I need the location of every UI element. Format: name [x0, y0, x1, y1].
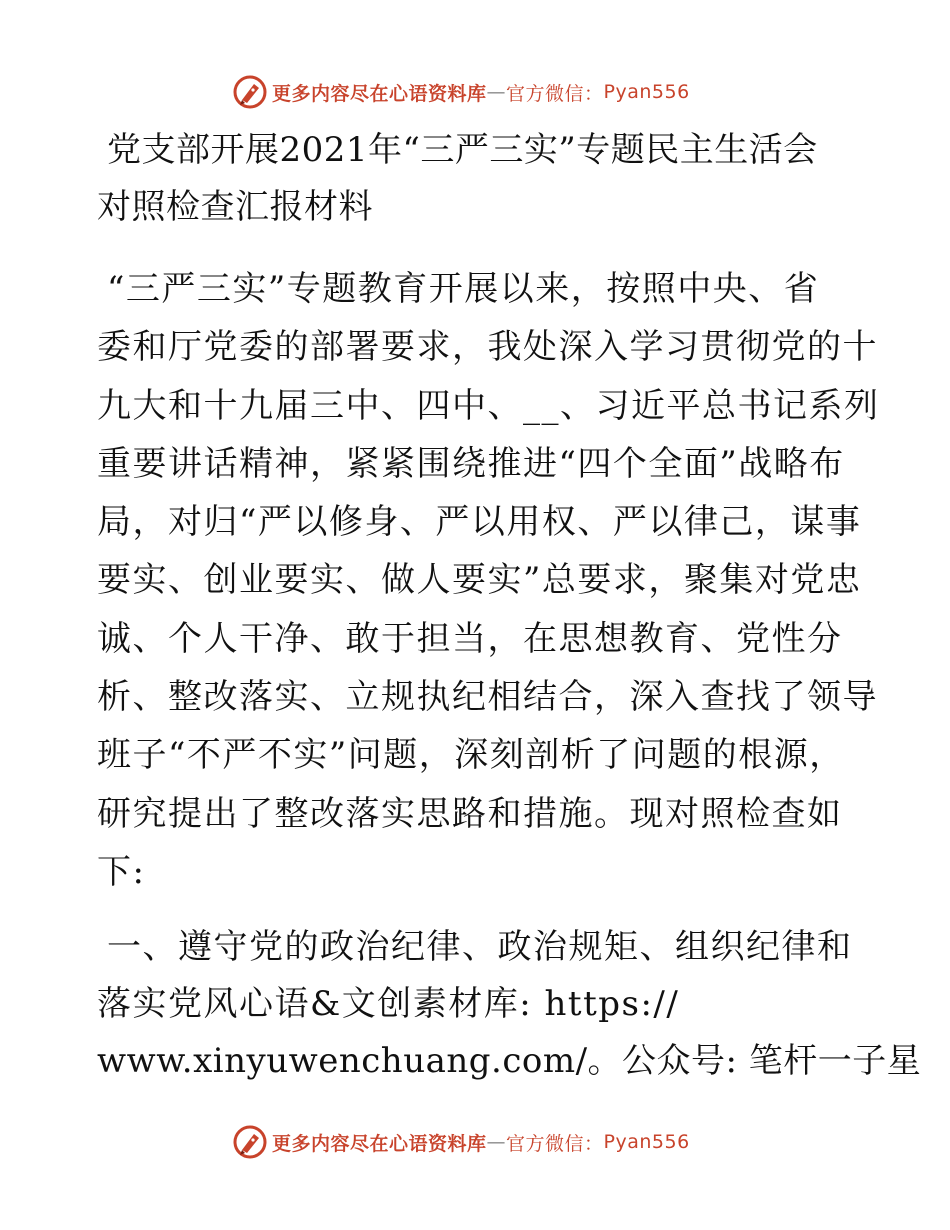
paragraph-line: 要实、创业要实、做人要实”总要求，聚集对党忠 — [97, 560, 862, 601]
section-one-heading — [97, 919, 922, 1090]
document-title — [97, 122, 857, 236]
banner-contact-label: 官方微信： — [506, 82, 604, 105]
intro-paragraph — [97, 260, 880, 901]
pen-nib-logo-icon — [232, 74, 268, 110]
paragraph-line: “三严三实”专题教育开展以来，按照中央、省 — [107, 269, 820, 309]
paragraph-line: 析、整改落实、立规执纪相结合，深入查找了领导 — [97, 677, 878, 718]
document-content — [97, 122, 922, 1090]
banner-contact-id: Pyan556 — [603, 1131, 690, 1153]
header-watermark-banner — [232, 72, 690, 112]
paragraph-line: 班子“不严不实”问题，深刻剖析了问题的根源， — [97, 735, 845, 776]
title-line: 对照检查汇报材料 — [97, 187, 373, 227]
banner-main-text: 更多内容尽在心语资料库 — [272, 1132, 487, 1155]
paragraph-line: 重要讲话精神，紧紧围绕推进“四个全面”战略布 — [97, 443, 845, 484]
pen-nib-logo-icon — [232, 1124, 268, 1160]
section-line: www.xinyuwenchuang.com/。公众号: 笔杆一子星 — [97, 1041, 922, 1082]
title-line: 党支部开展2021年“三严三实”专题民主生活会 — [107, 130, 818, 170]
paragraph-line: 委和厅党委的部署要求，我处深入学习贯彻党的十 — [97, 327, 878, 368]
section-line: 落实党风心语&文创素材库: https:// — [97, 984, 680, 1025]
paragraph-line: 下: — [97, 851, 146, 892]
banner-separator: — — [486, 1131, 507, 1153]
paragraph-line: 九大和十九届三中、四中、__、习近平总书记系列 — [97, 385, 880, 426]
banner-separator: — — [486, 81, 507, 103]
section-line: 一、遵守党的政治纪律、政治规矩、组织纪律和 — [107, 927, 853, 968]
paragraph-line: 研究提出了整改落实思路和措施。现对照检查如 — [97, 793, 843, 834]
paragraph-line: 局，对归“严以修身、严以用权、严以律己，谋事 — [97, 502, 862, 543]
banner-main-text: 更多内容尽在心语资料库 — [272, 82, 487, 105]
banner-contact-id: Pyan556 — [603, 81, 690, 103]
banner-contact-label: 官方微信： — [506, 1132, 604, 1155]
footer-watermark-banner — [232, 1122, 690, 1162]
paragraph-line: 诚、个人干净、敢于担当，在思想教育、党性分 — [97, 618, 843, 659]
